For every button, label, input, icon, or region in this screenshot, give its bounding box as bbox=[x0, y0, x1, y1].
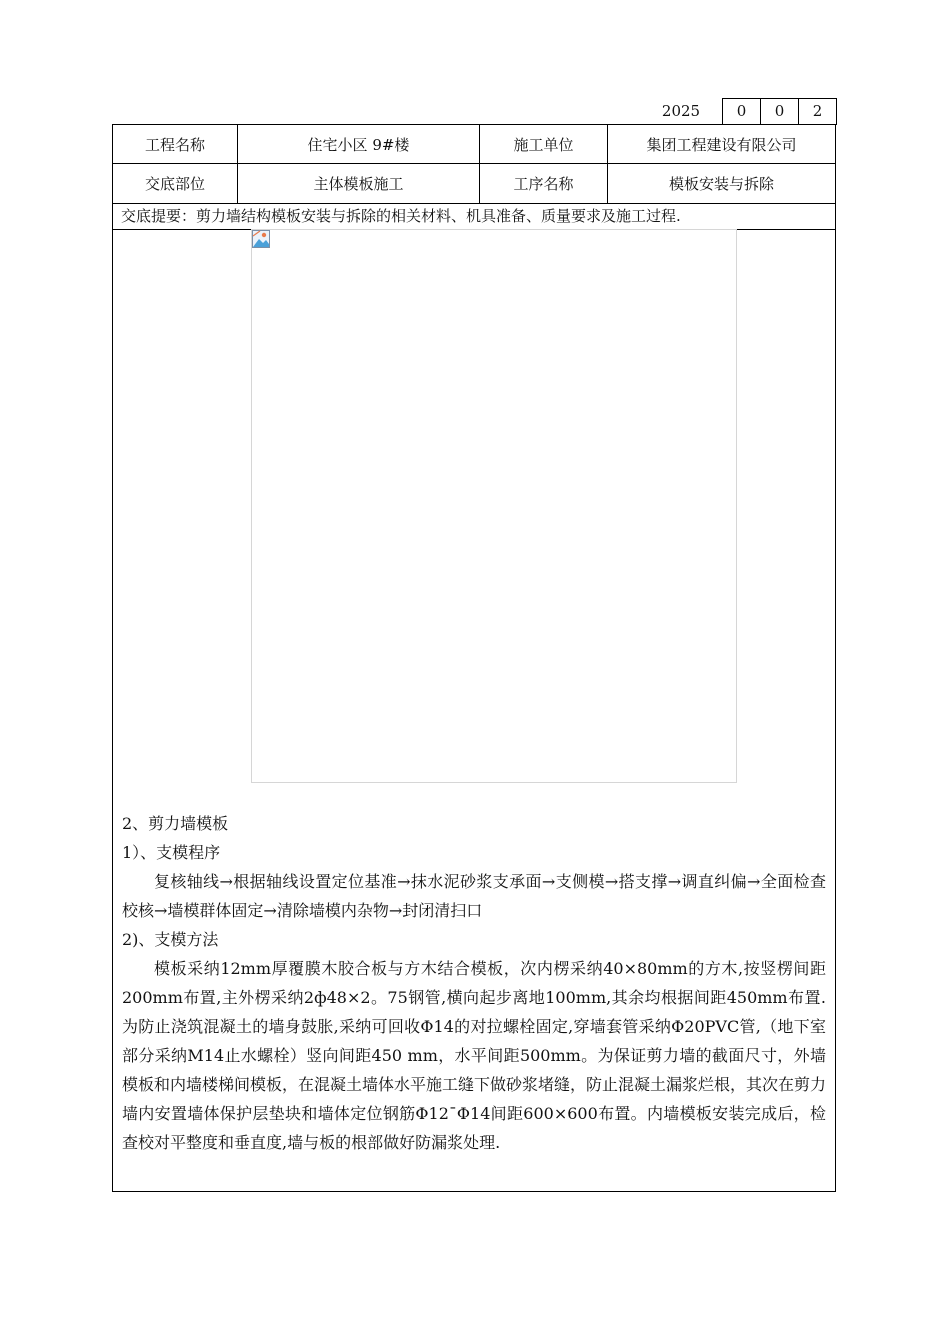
figure-placeholder bbox=[251, 229, 737, 783]
doc-digit-1: 0 bbox=[722, 98, 761, 125]
subsection-2-title: 2)、支模方法 bbox=[122, 930, 219, 949]
value-contractor: 集团工程建设有限公司 bbox=[646, 135, 797, 154]
body-content bbox=[122, 809, 826, 1157]
label-project-name: 工程名称 bbox=[113, 125, 238, 163]
label-location: 交底部位 bbox=[113, 163, 238, 203]
handover-form bbox=[112, 124, 836, 1192]
doc-digit-2: 0 bbox=[761, 98, 799, 125]
handover-summary: 交底提要：剪力墙结构模板安装与拆除的相关材料、机具准备、质量要求及施工过程. bbox=[113, 203, 835, 230]
value-process: 模板安装与拆除 bbox=[668, 174, 774, 193]
value-project-name: 住宅小区 9#楼 bbox=[238, 125, 480, 163]
section-title: 2、剪力墙模板 bbox=[122, 814, 229, 833]
doc-digit-3: 2 bbox=[799, 98, 837, 125]
header-row-project bbox=[113, 125, 835, 164]
document-number bbox=[640, 98, 837, 124]
label-process: 工序名称 bbox=[480, 163, 608, 203]
broken-image-icon bbox=[252, 230, 270, 248]
subsection-1-text: 复核轴线→根据轴线设置定位基准→抹水泥砂浆支承面→支侧模→搭支撑→调直纠偏→全面检查校核→墙模群体固定→清除墙模内杂物→封闭清扫口 bbox=[122, 872, 826, 920]
value-location: 主体模板施工 bbox=[238, 163, 480, 203]
label-contractor: 施工单位 bbox=[480, 125, 608, 163]
doc-year: 2025 bbox=[661, 102, 701, 120]
subsection-1-title: 1）、支模程序 bbox=[122, 843, 221, 862]
subsection-2-text: 模板采纳12mm厚覆膜木胶合板与方木结合模板，次内楞采纳40×80mm的方木,按竖楞间距200mm布置,主外楞采纳2ф48×2。75钢管,横向起步离地100mm,其余均根据间距450mm布置.为防止浇筑混凝土的墙身鼓胀,采纳可回收Φ14的对拉螺栓固定,穿墙套管采纳Φ20PVC管,（地下室部分采纳M14止水螺栓）竖向间距450 mm，水平间距500mm。为保证剪力墙的截面尺寸，外墙模板和内墙楼梯间模板，在混凝土墙体水平施工缝下做砂浆堵缝，防止混凝土漏浆烂根，其次在剪力墙内安置墙体保护层垫块和墙体定位钢筋Φ12¯Φ14间距600×600布置。内墙模板安装完成后，检查校对平整度和垂直度,墙与板的根部做好防漏浆处理. bbox=[122, 959, 827, 1152]
header-row-location bbox=[113, 163, 835, 204]
